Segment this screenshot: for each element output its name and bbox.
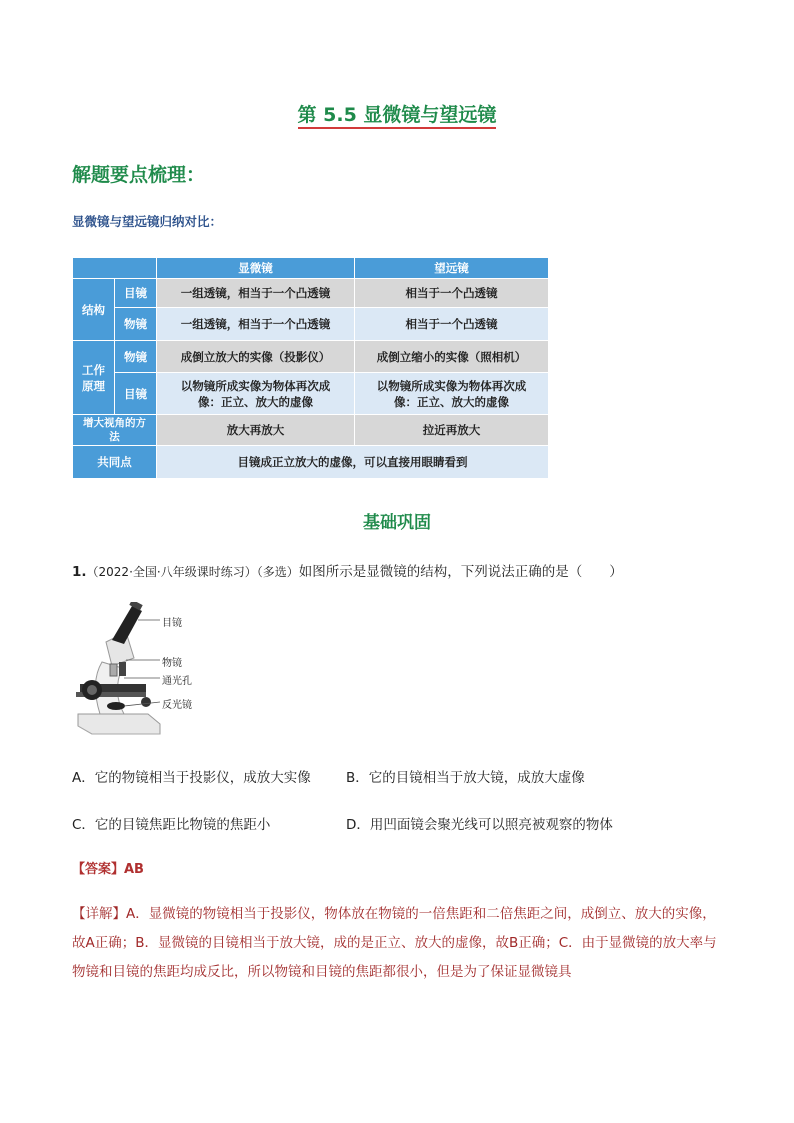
question-source: （2022·全国·八年级课时练习）（多选） — [86, 565, 299, 579]
practice-heading: 基础巩固 — [363, 513, 431, 533]
row-sublabel-objective: 物镜 — [115, 308, 157, 341]
col-header-microscope: 显微镜 — [157, 258, 355, 279]
question-number: 1. — [72, 564, 87, 580]
table-row — [73, 308, 549, 341]
table-cell: 成倒立缩小的实像（照相机） — [355, 341, 549, 373]
option-b: B．它的目镜相当于放大镜，成放大虚像 — [346, 770, 585, 786]
question-text: 如图所示是显微镜的结构，下列说法正确的是（ ） — [298, 564, 623, 580]
row-sublabel-objective: 物镜 — [115, 341, 157, 373]
label-objective: 物镜 — [162, 658, 182, 669]
answer: 【答案】AB — [72, 862, 144, 877]
option-c: C．它的目镜焦距比物镜的焦距小 — [72, 817, 271, 833]
row-sublabel-eyepiece: 目镜 — [115, 279, 157, 308]
option-d: D．用凹面镜会聚光线可以照亮被观察的物体 — [346, 817, 613, 833]
row-label-structure: 结构 — [73, 279, 115, 341]
row-label-common: 共同点 — [73, 446, 157, 479]
row-sublabel-eyepiece: 目镜 — [115, 373, 157, 415]
table-row — [73, 373, 549, 415]
label-mirror: 反光镜 — [162, 700, 192, 711]
row-label-angle-method: 增大视角的方法 — [73, 415, 157, 446]
table-cell: 一组透镜，相当于一个凸透镜 — [157, 279, 355, 308]
table-row — [73, 279, 549, 308]
table-row — [73, 446, 549, 479]
table-row — [73, 341, 549, 373]
table-cell: 以物镜所成实像为物体再次成像：正立、放大的虚像 — [355, 373, 549, 415]
table-cell: 拉近再放大 — [355, 415, 549, 446]
option-a: A．它的物镜相当于投影仪，成放大实像 — [72, 770, 311, 786]
label-eyepiece: 目镜 — [162, 618, 182, 629]
table-header-row — [73, 258, 549, 279]
table-cell: 目镜成正立放大的虚像，可以直接用眼睛看到 — [157, 446, 549, 479]
table-cell: 以物镜所成实像为物体再次成像：正立、放大的虚像 — [157, 373, 355, 415]
table-corner-cell — [73, 258, 157, 279]
page-title: 第 5.5 显微镜与望远镜 — [0, 100, 794, 127]
comparison-caption: 显微镜与望远镜归纳对比： — [72, 214, 223, 229]
table-cell: 相当于一个凸透镜 — [355, 279, 549, 308]
question-1 — [72, 560, 732, 580]
label-aperture: 通光孔 — [162, 676, 192, 687]
table-cell: 相当于一个凸透镜 — [355, 308, 549, 341]
row-label-principle: 工作原理 — [73, 341, 115, 415]
table-cell: 放大再放大 — [157, 415, 355, 446]
table-row — [73, 415, 549, 446]
section-heading: 解题要点梳理： — [72, 164, 206, 186]
explanation: 【详解】A．显微镜的物镜相当于投影仪，物体放在物镜的一倍焦距和二倍焦距之间，成倒立、放大的实像，故A正确；B．显微镜的目镜相当于放大镜，成的是正立、放大的虚像，故B正确；C．由于显微镜的放大率与物镜和目镜的焦距均成反比，所以物镜和目镜的焦距都很小，但是为了保证显微镜具 — [72, 906, 717, 980]
table-cell: 一组透镜，相当于一个凸透镜 — [157, 308, 355, 341]
col-header-telescope: 望远镜 — [355, 258, 549, 279]
table-cell: 成倒立放大的实像（投影仪） — [157, 341, 355, 373]
comparison-table — [72, 257, 549, 479]
